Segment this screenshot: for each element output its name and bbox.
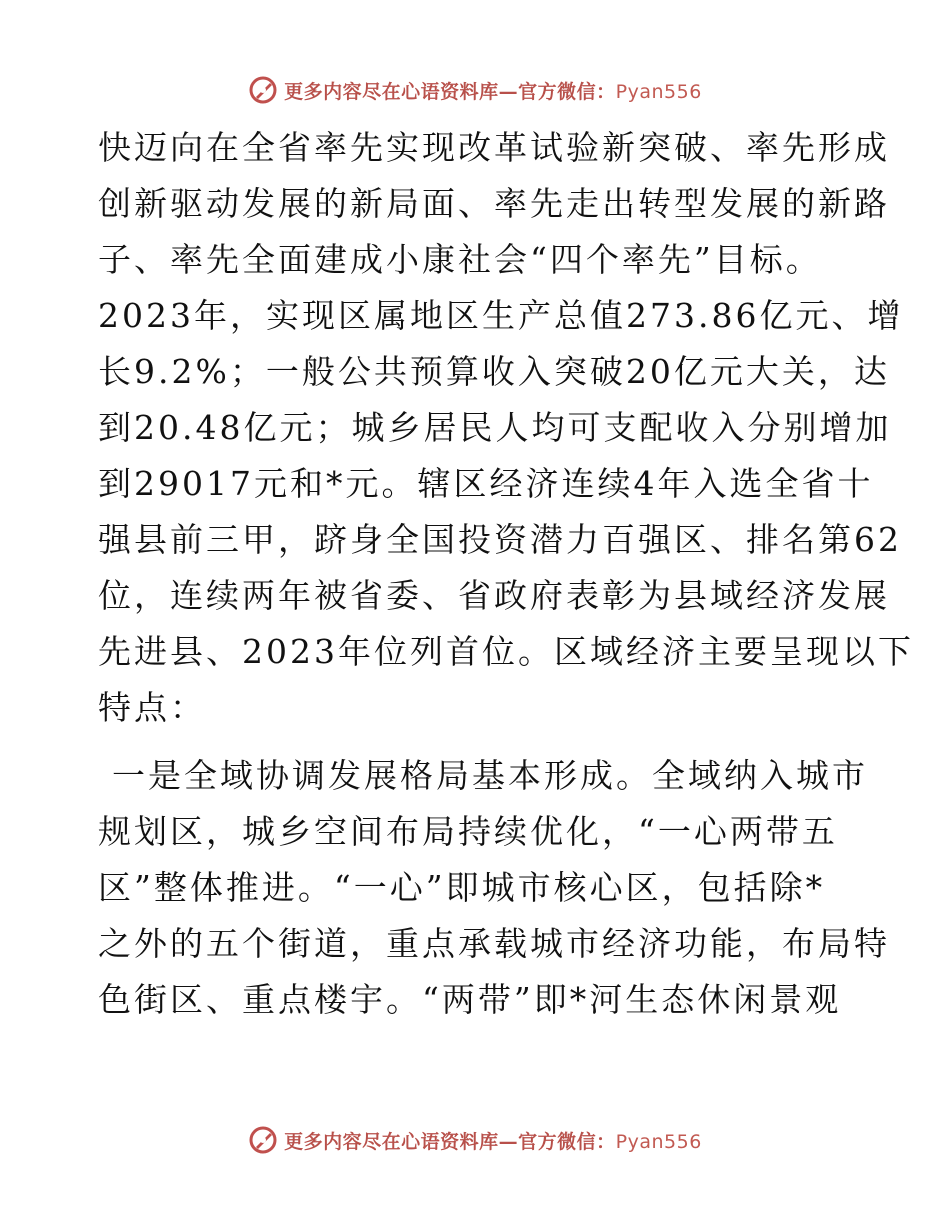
text-line: 创新驱动发展的新局面、率先走出转型发展的新路 [98, 184, 890, 223]
paragraph-2 [98, 748, 890, 1028]
header-watermark [0, 70, 950, 110]
paragraph-gap [98, 736, 858, 748]
quill-logo-icon [248, 1125, 278, 1155]
text-line: 一是全域协调发展格局基本形成。全域纳入城市 [112, 756, 868, 795]
text-line: 先进县、2023年位列首位。区域经济主要呈现以下 [98, 632, 914, 671]
quill-logo-icon [248, 75, 278, 105]
text-line: 强县前三甲，跻身全国投资潜力百强区、排名第62 [98, 520, 902, 559]
text-line: 位，连续两年被省委、省政府表彰为县域经济发展 [98, 576, 890, 615]
text-line: 特点： [98, 688, 206, 727]
text-line: 区”整体推进。“一心”即城市核心区，包括除* [98, 868, 826, 907]
text-line: 快迈向在全省率先实现改革试验新突破、率先形成 [98, 128, 890, 167]
text-line: 到20.48亿元；城乡居民人均可支配收入分别增加 [98, 408, 892, 447]
text-line: 子、率先全面建成小康社会“四个率先”目标。 [98, 240, 822, 279]
text-line: 2023年，实现区属地区生产总值273.86亿元、增 [98, 296, 904, 335]
footer-watermark [0, 1120, 950, 1160]
text-line: 到29017元和*元。辖区经济连续4年入选全省十 [98, 464, 874, 503]
text-line: 之外的五个街道，重点承载城市经济功能，布局特 [98, 924, 890, 963]
document-body [98, 120, 914, 1028]
watermark-text: 更多内容尽在心语资料库—官方微信：Pyan556 [284, 1130, 702, 1153]
text-line: 长9.2%；一般公共预算收入突破20亿元大关，达 [98, 352, 890, 391]
text-line: 规划区，城乡空间布局持续优化，“一心两带五 [98, 812, 838, 851]
paragraph-1 [98, 120, 914, 736]
text-line: 色街区、重点楼宇。“两带”即*河生态休闲景观 [98, 980, 842, 1019]
watermark-text: 更多内容尽在心语资料库—官方微信：Pyan556 [284, 80, 702, 103]
